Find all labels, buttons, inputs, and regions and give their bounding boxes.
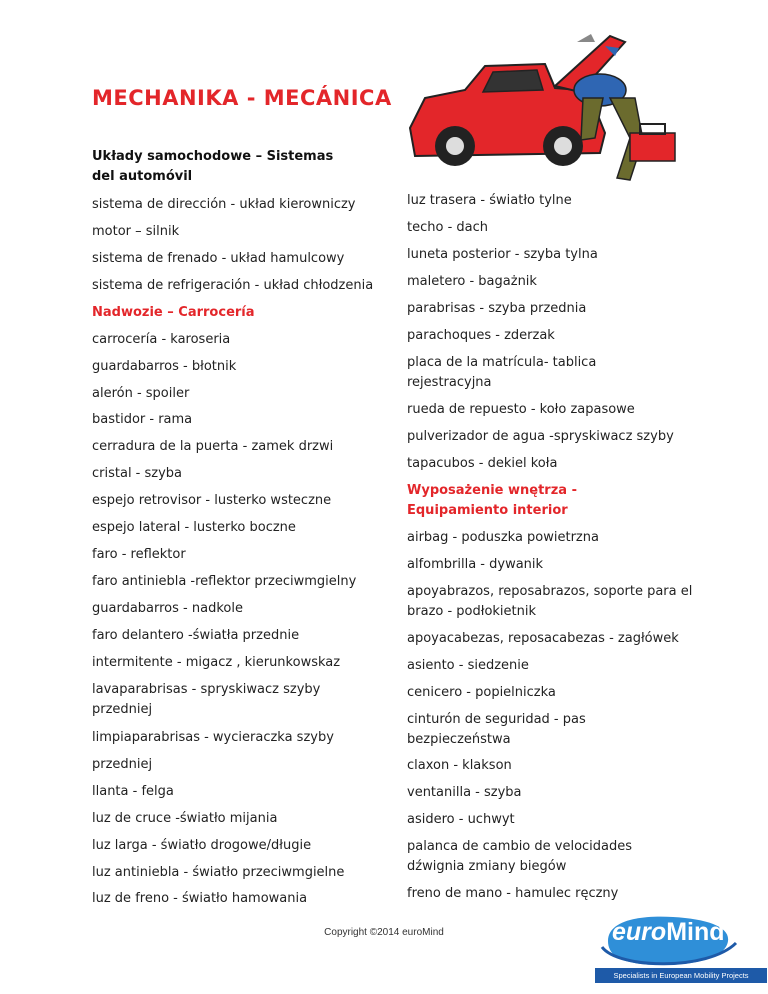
- list-item: sistema de refrigeración - układ chłodzenia: [92, 278, 374, 293]
- list-item: luz antiniebla - światło przeciwmgielne: [92, 865, 345, 880]
- copyright-notice: Copyright ©2014 euroMind: [324, 927, 444, 938]
- list-item: espejo lateral - lusterko boczne: [92, 520, 296, 535]
- list-item: freno de mano - hamulec ręczny: [407, 886, 619, 901]
- list-item: techo - dach: [407, 220, 488, 235]
- list-item: parabrisas - szyba przednia: [407, 301, 587, 316]
- list-item: asiento - siedzenie: [407, 658, 529, 673]
- list-item: carrocería - karoseria: [92, 332, 231, 347]
- section-heading-interior: Wyposażenie wnętrza - Equipamiento interior: [407, 483, 577, 518]
- logo-mind: Mind: [666, 918, 725, 946]
- list-item: motor – silnik: [92, 224, 180, 239]
- list-item: lavaparabrisas - spryskiwacz szyby przedniej: [92, 682, 321, 717]
- list-item: faro delantero -światła przednie: [92, 628, 300, 643]
- logo-tagline: Specialists in European Mobility Projects: [595, 968, 767, 983]
- list-item: parachoques - zderzak: [407, 328, 555, 343]
- list-item: alfombrilla - dywanik: [407, 557, 544, 572]
- list-item: cerradura de la puerta - zamek drzwi: [92, 439, 334, 454]
- list-item: faro - reflektor: [92, 547, 186, 562]
- list-item: luz trasera - światło tylne: [407, 193, 572, 208]
- logo-euro: euro: [612, 918, 667, 946]
- list-item: alerón - spoiler: [92, 386, 190, 401]
- list-item: pulverizador de agua -spryskiwacz szyby: [407, 429, 674, 444]
- list-item: sistema de frenado - układ hamulcowy: [92, 251, 345, 266]
- list-item: airbag - poduszka powietrzna: [407, 530, 599, 545]
- list-item: luz de freno - światło hamowania: [92, 891, 308, 906]
- list-item: placa de la matrícula- tablica rejestracyjna: [407, 355, 597, 390]
- list-item: intermitente - migacz , kierunkowskaz: [92, 655, 341, 670]
- section-heading-body: Nadwozie – Carrocería: [92, 305, 255, 320]
- list-item: maletero - bagażnik: [407, 274, 537, 289]
- list-item: limpiaparabrisas - wycieraczka szyby: [92, 730, 334, 745]
- list-item: luz larga - światło drogowe/długie: [92, 838, 312, 853]
- list-item: cristal - szyba: [92, 466, 183, 481]
- list-item: palanca de cambio de velocidades dźwignia zmiany biegów: [407, 839, 633, 874]
- list-item: asidero - uchwyt: [407, 812, 515, 827]
- list-item: cinturón de seguridad - pas bezpieczeństwa: [407, 712, 586, 747]
- list-item: llanta - felga: [92, 784, 174, 799]
- list-item: luneta posterior - szyba tylna: [407, 247, 598, 262]
- list-item: cenicero - popielniczka: [407, 685, 556, 700]
- mechanic-car-illustration: [405, 28, 695, 188]
- list-item: apoyacabezas, reposacabezas - zagłówek: [407, 631, 679, 646]
- section-heading-systems: Układy samochodowe – Sistemas del automóvil: [92, 149, 334, 184]
- list-item: sistema de dirección - układ kierowniczy: [92, 197, 356, 212]
- list-item: guardabarros - błotnik: [92, 359, 237, 374]
- list-item: guardabarros - nadkole: [92, 601, 243, 616]
- list-item: bastidor - rama: [92, 412, 193, 427]
- list-item: rueda de repuesto - koło zapasowe: [407, 402, 635, 417]
- list-item: ventanilla - szyba: [407, 785, 522, 800]
- list-item: apoyabrazos, reposabrazos, soporte para el brazo - podłokietnik: [407, 584, 693, 619]
- list-item: luz de cruce -światło mijania: [92, 811, 278, 826]
- list-item: tapacubos - dekiel koła: [407, 456, 558, 471]
- list-item: espejo retrovisor - lusterko wsteczne: [92, 493, 332, 508]
- list-item: przedniej: [92, 757, 153, 772]
- list-item: faro antiniebla -reflektor przeciwmgielny: [92, 574, 357, 589]
- page-title: MECHANIKA - MECÁNICA: [92, 86, 392, 110]
- logo-wordmark: [612, 918, 725, 947]
- list-item: claxon - klakson: [407, 758, 512, 773]
